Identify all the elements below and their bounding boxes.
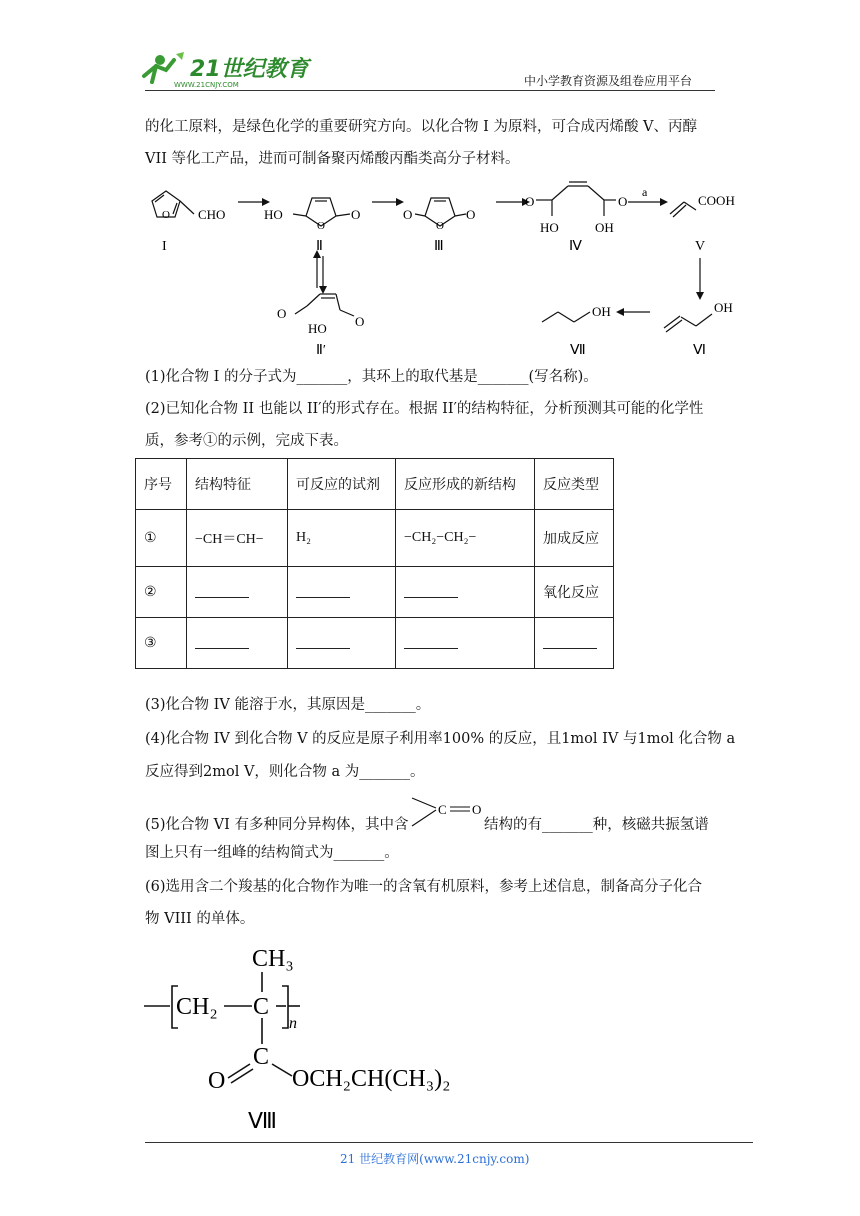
- svg-text:O: O: [351, 207, 361, 222]
- svg-text:OH: OH: [592, 304, 611, 319]
- table-cell: [288, 567, 396, 618]
- answer-blank: [404, 583, 458, 598]
- question-6-line-2: 物 VIII 的单体。: [145, 911, 255, 927]
- svg-text:O: O: [472, 802, 482, 817]
- svg-text:OH: OH: [714, 300, 733, 315]
- svg-text:CH₃: CH₃: [252, 946, 294, 972]
- svg-text:O: O: [436, 220, 444, 232]
- table-header-row: [136, 459, 614, 510]
- header-divider: [145, 90, 715, 91]
- label-VI: Ⅵ: [693, 343, 706, 358]
- svg-text:O: O: [162, 209, 170, 221]
- question-4-line-2: 反应得到2mol V，则化合物 a 为_______。: [145, 764, 425, 780]
- answer-blank: [404, 634, 458, 649]
- footer-divider: [145, 1142, 753, 1143]
- logo: [138, 46, 313, 90]
- table-cell: [396, 618, 535, 669]
- question-2-line-2: 质，参考①的示例，完成下表。: [145, 433, 348, 449]
- label-VII: Ⅶ: [570, 343, 586, 358]
- reaction-scheme: [140, 176, 760, 360]
- table-cell: 加成反应: [535, 510, 614, 567]
- answer-blank: [195, 583, 249, 598]
- question-5-post: 结构的有_______种，核磁共振氢谱: [484, 817, 709, 833]
- svg-text:O: O: [208, 1068, 226, 1094]
- table-row: [136, 510, 614, 567]
- answer-blank: [296, 634, 350, 649]
- svg-text:CHO: CHO: [198, 207, 226, 222]
- logo-text: 21世纪教育: [190, 57, 309, 82]
- svg-text:OH: OH: [595, 220, 614, 235]
- logo-url: WWW.21CNJY.COM: [174, 81, 239, 89]
- label-II: Ⅱ: [316, 239, 323, 254]
- table-cell: [187, 618, 288, 669]
- carbonyl-structure: [410, 796, 486, 830]
- svg-text:O: O: [525, 194, 535, 209]
- platform-name: 中小学教育资源及组卷应用平台: [524, 74, 693, 88]
- table-cell: −CH＝CH−: [187, 510, 288, 567]
- svg-text:COOH: COOH: [698, 193, 735, 208]
- table-cell: [288, 618, 396, 669]
- table-cell: −CH₂−CH₂−: [396, 510, 535, 567]
- table-header: 序号: [136, 459, 187, 510]
- svg-text:O: O: [618, 194, 628, 209]
- table-header: 可反应的试剂: [288, 459, 396, 510]
- table-cell: H₂: [288, 510, 396, 567]
- table-row: [136, 567, 614, 618]
- svg-text:C: C: [438, 802, 447, 817]
- question-6-line-1: (6)选用含二个羧基的化合物作为唯一的含氧有机原料，参考上述信息，制备高分子化合: [145, 879, 703, 895]
- label-III: Ⅲ: [434, 239, 444, 254]
- label-VIII: Ⅷ: [248, 1108, 277, 1133]
- answer-blank: [195, 634, 249, 649]
- label-IV: Ⅳ: [569, 239, 582, 254]
- svg-text:C: C: [253, 994, 270, 1020]
- table-row: [136, 618, 614, 669]
- svg-text:O: O: [355, 314, 365, 329]
- property-table: [135, 458, 614, 669]
- answer-blank: [543, 634, 597, 649]
- svg-text:HO: HO: [264, 207, 283, 222]
- intro-line-2: VII 等化工产品，进而可制备聚丙烯酸丙酯类高分子材料。: [145, 151, 520, 167]
- svg-text:a: a: [642, 185, 648, 199]
- svg-text:O: O: [317, 220, 325, 232]
- svg-text:OCH₂CH(CH₃)₂: OCH₂CH(CH₃)₂: [292, 1066, 451, 1092]
- svg-text:HO: HO: [540, 220, 559, 235]
- question-3: (3)化合物 IV 能溶于水，其原因是_______。: [145, 697, 431, 713]
- svg-text:HO: HO: [308, 321, 327, 336]
- table-cell: 氧化反应: [535, 567, 614, 618]
- svg-text:O: O: [466, 207, 476, 222]
- intro-line-1: 的化工原料，是绿色化学的重要研究方向。以化合物 I 为原料，可合成丙烯酸 V、丙醇: [145, 119, 698, 135]
- table-header: 结构特征: [187, 459, 288, 510]
- table-cell: ①: [136, 510, 187, 567]
- answer-blank: [296, 583, 350, 598]
- svg-text:O: O: [277, 306, 287, 321]
- question-5-pre: (5)化合物 VI 有多种同分异构体，其中含: [145, 817, 409, 833]
- question-4-line-1: (4)化合物 IV 到化合物 V 的反应是原子利用率100% 的反应，且1mol IV 与1mol 化合物 a: [145, 731, 736, 747]
- svg-text:n: n: [289, 1015, 297, 1032]
- table-cell: [396, 567, 535, 618]
- table-cell: [535, 618, 614, 669]
- polymer-viii-structure: [140, 936, 470, 1136]
- table-cell: [187, 567, 288, 618]
- table-header: 反应形成的新结构: [396, 459, 535, 510]
- label-II-prime: Ⅱ′: [316, 343, 326, 358]
- label-I: I: [162, 239, 167, 254]
- table-cell: ②: [136, 567, 187, 618]
- question-2-line-1: (2)已知化合物 II 也能以 II′的形式存在。根据 II′的结构特征，分析预测其可能的化学性: [145, 401, 704, 417]
- footer-link[interactable]: 21 世纪教育网(www.21cnjy.com): [340, 1152, 530, 1166]
- svg-text:CH₂: CH₂: [176, 994, 218, 1020]
- svg-text:C: C: [253, 1044, 270, 1070]
- question-1: (1)化合物 I 的分子式为_______，其环上的取代基是_______(写名称)。: [145, 369, 598, 385]
- runner-icon: [144, 52, 184, 82]
- label-V: V: [695, 239, 706, 254]
- question-5-line-2: 图上只有一组峰的结构简式为_______。: [145, 845, 399, 861]
- svg-text:O: O: [403, 207, 413, 222]
- table-cell: ③: [136, 618, 187, 669]
- table-header: 反应类型: [535, 459, 614, 510]
